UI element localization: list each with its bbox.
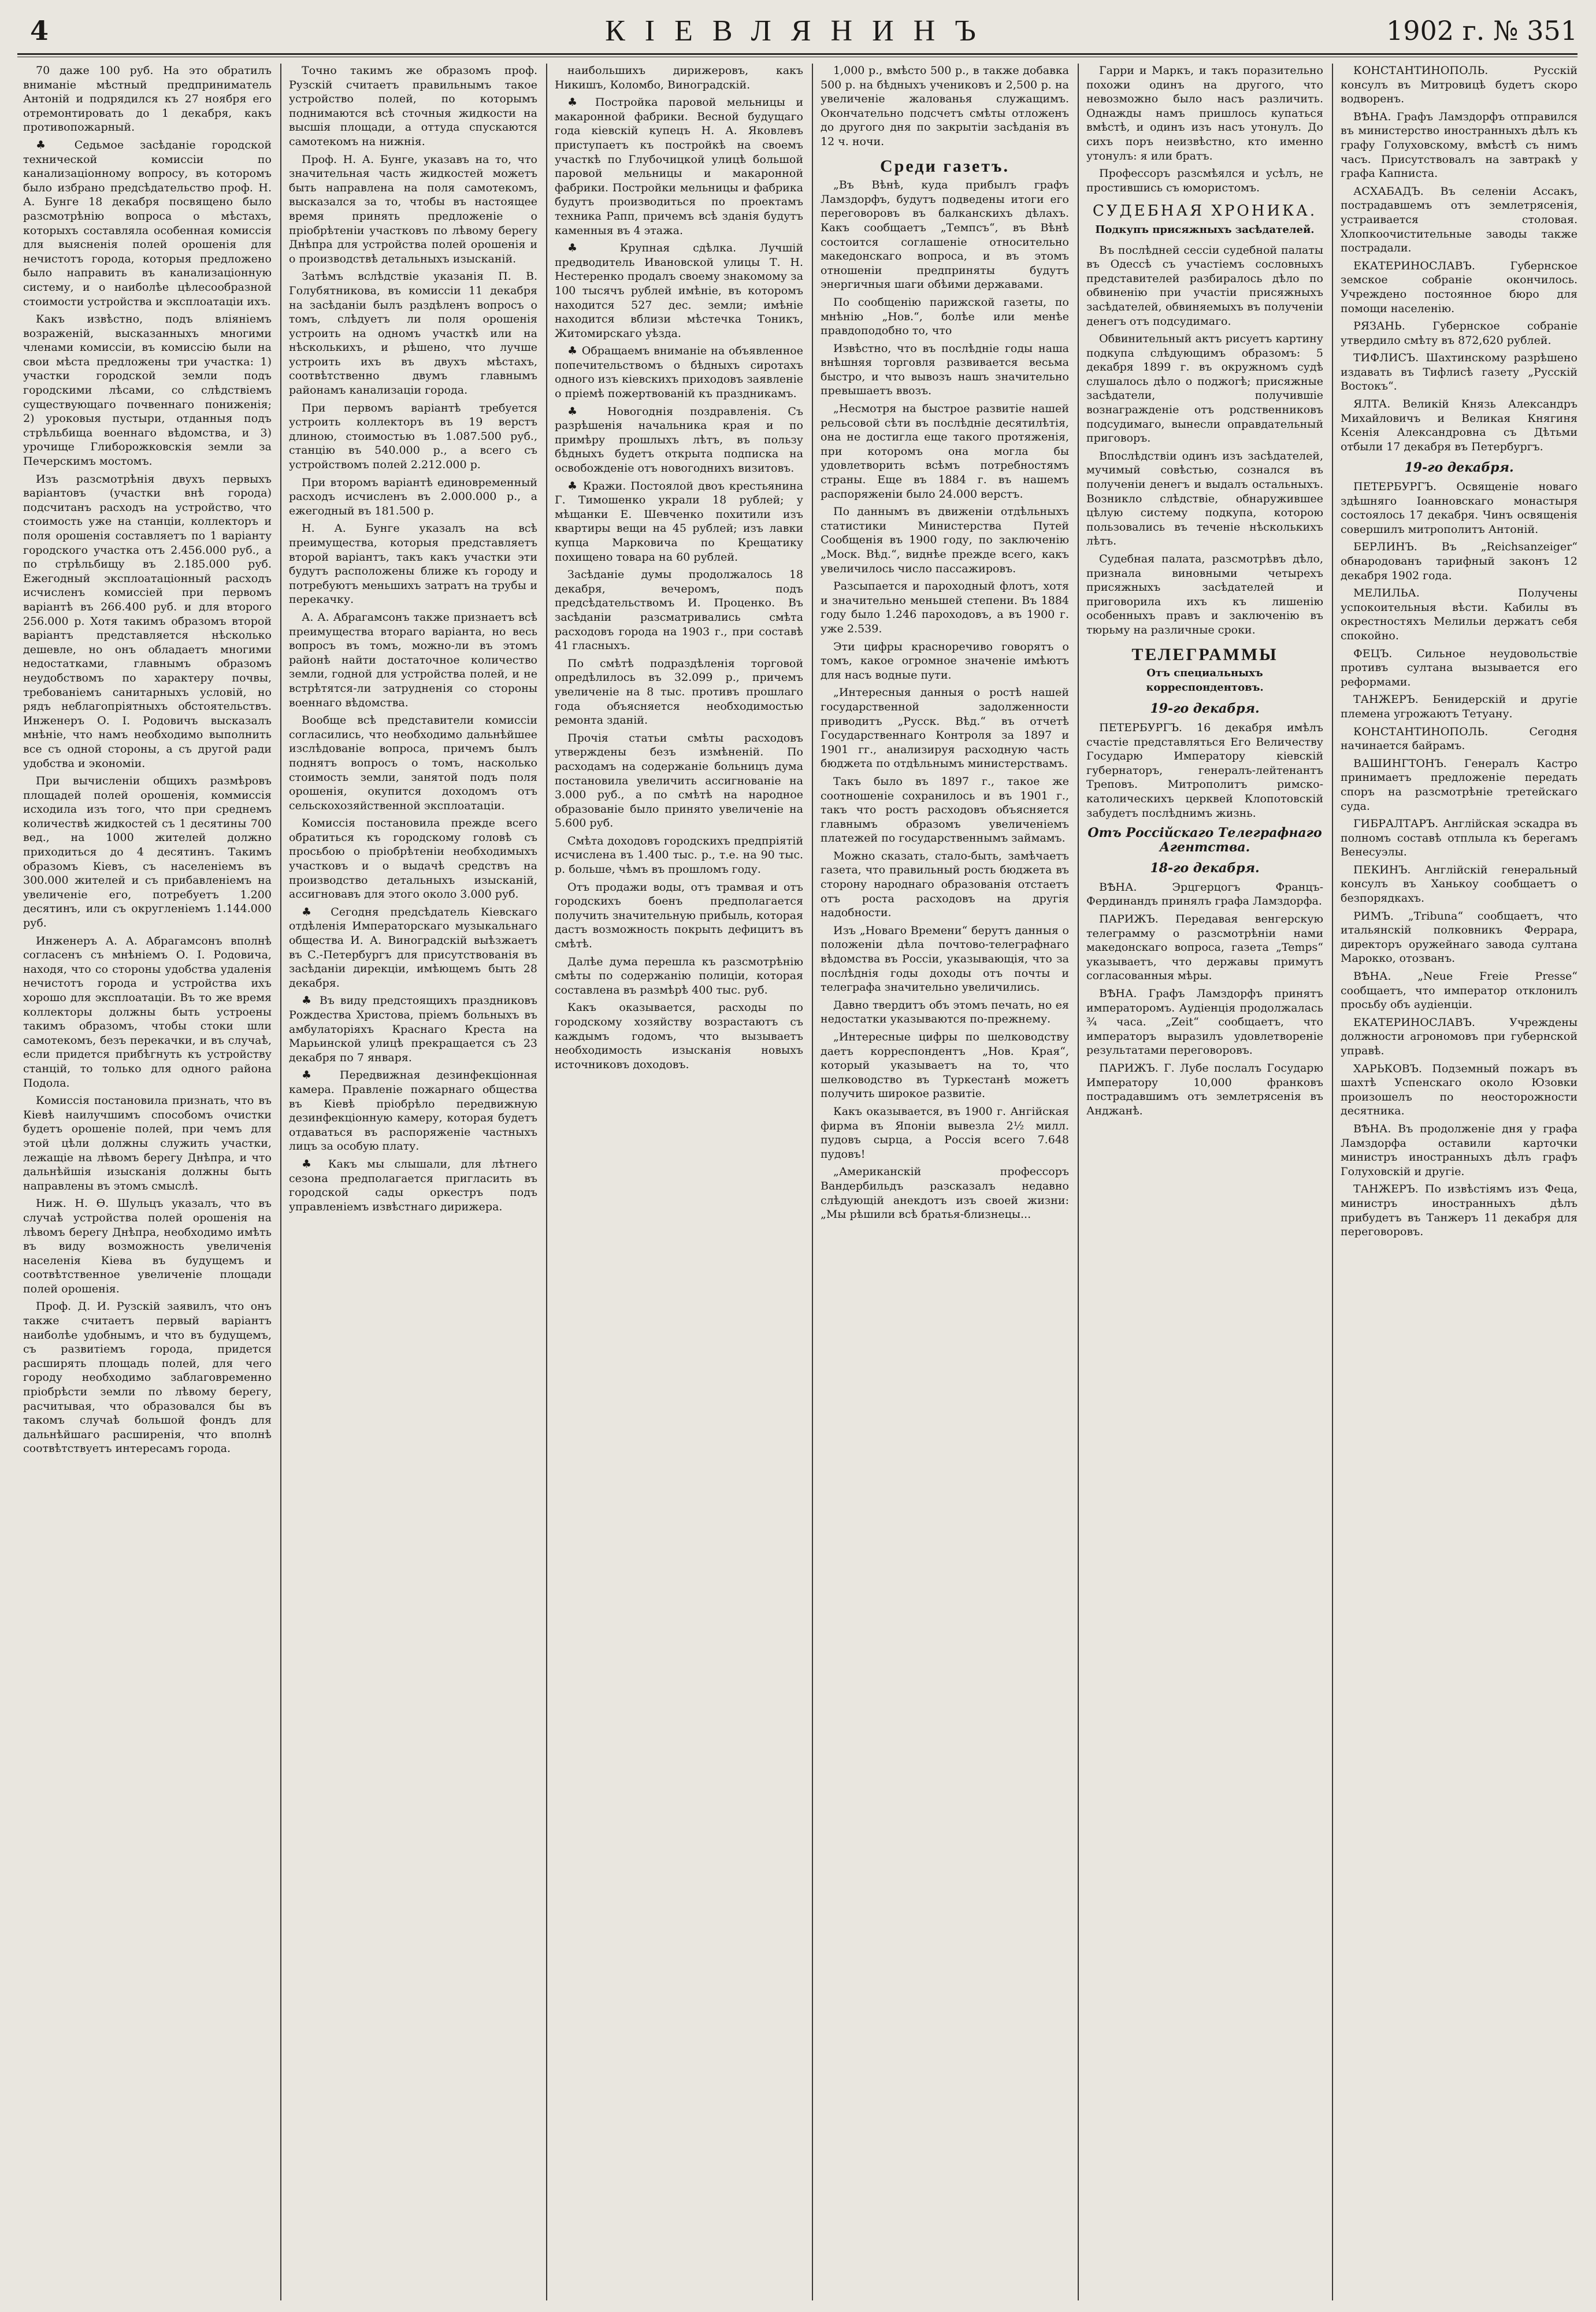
article-paragraph: Прочія статьи смѣты расходовъ утверждены безъ измѣненій. По расходамъ на содержаніе больницъ дума постановила увеличить ассигнованіе на 3.000 руб., а по смѣтѣ на народное образованіе было принято увеличеніе на 5.600 руб. [555,731,803,830]
article-paragraph: Гарри и Маркъ, и такъ поразительно похожи одинъ на другого, что невозможно было насъ различить. Однажды намъ пришлось купаться вмѣстѣ, и одинъ изъ насъ утонулъ. До сихъ поръ неизвѣстно, кто именно утонулъ: я или братъ. [1086,64,1323,162]
article-paragraph: По смѣтѣ подраздѣленія торговой опредѣлилось въ 32.099 р., причемъ увеличеніе на 8 тыс. противъ прошлаго года объясняется необходимостью ремонта зданій. [555,657,803,727]
article-paragraph: Изъ разсмотрѣнія двухъ первыхъ варіантовъ (участки внѣ города) подсчитанъ расходъ на устройство, что стоимость уже на станціи, коллекторъ и поля орошенія составляетъ по 1 варіанту городского участка отъ 2.456.000 руб., а по стрѣльбищу въ 2.185.000 руб. Ежегодный эксплоатаціонный расходъ исчисленъ комиссіей при первомъ варіантѣ въ 266.400 руб. и для второго 256.000 р. Хотя такимъ образомъ второй варіантъ представляется нѣсколько дешевле, но онъ обладаетъ многими недостатками, главнымъ образомъ неудобствомъ по характеру почвы, требованіемъ санитарныхъ условій, но рядъ неблагопріятныхъ обстоятельствъ. Инженеръ О. І. Родовичъ высказалъ мнѣніе, что намъ необходимо выполнить все съ одной стороны, а съ другой ради удобства и экономіи. [23,472,272,770]
column-divider [1078,64,1079,2300]
article-paragraph: Въ послѣдней сессіи судебной палаты въ Одессѣ съ участіемъ сословныхъ представителей разбиралось дѣло по обвиненію при участіи присяжныхъ засѣдателей, обвиняемыхъ въ полученіи денегъ отъ подсудимаго. [1086,243,1323,328]
article-paragraph: ФЕЦЪ. Сильное неудовольствіе противъ султана вызывается его реформами. [1341,647,1578,688]
column-4 [821,64,1069,2306]
article-paragraph: ♣ Кражи. Постоялой двоъ крестьянина Г. Тимошенко украли 18 рублей; у мѣщанки Е. Шевченко похитили изъ квартиры вещи на 45 рублей; изъ лавки купца Марковича по Крещатику похищено товара на 60 рублей. [555,479,803,564]
article-paragraph: ♣ Сегодня предсѣдатель Кіевскаго отдѣленія Императорскаго музыкальнаго общества И. А. Виноградскій выѣзжаетъ въ С.-Петербургъ для присутствованія въ засѣданіи дирекціи, имѣющемъ быть 28 декабря. [289,905,537,990]
article-paragraph: ♣ Постройка паровой мельницы и макаронной фабрики. Весной будущаго года кіевскій купецъ Н. А. Яковлевъ приступаетъ къ постройкѣ на своемъ участкѣ по Глубочицкой улицѣ большой паровой мельницы и макаронной фабрики. Постройки мельницы и фабрика будутъ производиться по проектамъ техника Рапп, причемъ всѣ зданія будутъ каменныя въ 4 этажа. [555,96,803,237]
article-paragraph: Инженеръ А. А. Абрагамсонъ вполнѣ согласенъ съ мнѣніемъ О. І. Родовича, находя, что со стороны удобства удаленія нечистотъ города и устройства ихъ хорошо для эксплоатаціи. Въ то же время коллекторы должны быть устроены такимъ образомъ, чтобы стоки шли самотекомъ, безъ перекачки, и въ случаѣ, если придется прибѣгнуть къ устройству станцій, то только для одного района Подола. [23,934,272,1090]
dateline: 19-го декабря. [1404,460,1514,476]
article-paragraph: ВѢНА. Графъ Ламздорфъ принятъ императоромъ. Аудіенція продолжалась ¾ часа. „Zeit“ сообщаетъ, что императоръ выразилъ удовлетвореніе результатами переговоровъ. [1086,987,1323,1057]
article-paragraph: КОНСТАНТИНОПОЛЬ. Русскій консулъ въ Митровицѣ будетъ скоро водворенъ. [1341,64,1578,106]
article-paragraph: Можно сказать, стало-быть, замѣчаетъ газета, что правильный рость бюджета въ сторону народнаго образованія отстаетъ отъ роста расходовъ на другія надобности. [821,849,1069,920]
column-5 [1086,64,1323,2306]
column-2 [289,64,537,2306]
article-paragraph: 70 даже 100 руб. На это обратилъ вниманіе мѣстный предприниматель Антоній и подрядился къ 27 ноября его отремонтировать до 1 декабря, какъ противопожарный. [23,64,272,134]
article-paragraph: РЯЗАНЬ. Губернское собраніе утвердило смѣту въ 872,620 рублей. [1341,320,1578,347]
article-paragraph: Профессоръ разсмѣялся и усѣлъ, не простившись съ юмористомъ. [1086,167,1323,194]
article-paragraph: ГИБРАЛТАРЪ. Англійская эскадра въ полномъ составѣ отплыла къ берегамъ Венесуэлы. [1341,817,1578,859]
article-paragraph: Изъ „Новаго Времени“ берутъ данныя о положеніи дѣла почтово-телеграфнаго вѣдомства въ Россіи, указывающія, что за послѣднія годы доходы отъ почты и телеграфа значительно увеличились. [821,924,1069,994]
article-paragraph: ПАРИЖЪ. Г. Лубе послалъ Государю Императору 10,000 франковъ пострадавшимъ отъ землетрясенія въ Анджанѣ. [1086,1062,1323,1117]
newspaper-title: КІЕВЛЯНИНЪ [605,14,996,47]
article-paragraph: ТИФЛИСЪ. Шахтинскому разрѣшено издавать въ Тифлисѣ газету „Русскій Востокъ“. [1341,351,1578,393]
dateline: 18-го декабря. [1150,861,1260,876]
column-1 [23,64,272,2306]
article-paragraph: ВѢНА. Эрцгерцогъ Францъ-Фердинандъ принялъ графа Ламздорфа. [1086,880,1323,908]
article-paragraph: ♣ Какъ мы слышали, для лѣтнего сезона предполагается пригласить въ городской сады оркестръ подъ управленіемъ извѣстнаго дирижера. [289,1157,537,1213]
article-paragraph: При первомъ варіантѣ требуется устроить коллекторъ въ 19 верстъ длиною, стоимостью въ 1.087.500 руб., станцію въ 540.000 р., а всего съ устройствомъ полей 2.212.000 р. [289,401,537,472]
article-paragraph: ЕКАТЕРИНОСЛАВЪ. Учреждены должности агрономовъ при губернской управѣ. [1341,1016,1578,1057]
article-paragraph: ВѢНА. Графъ Ламздорфъ отправился въ министерство иностранныхъ дѣлъ къ графу Голуховскому, вмѣстѣ съ нимъ часъ. Присутствовалъ на завтракѣ у графа Капниста. [1341,110,1578,180]
article-paragraph: Судебная палата, разсмотрѣвъ дѣло, признала виновными четырехъ присяжныхъ засѣдателей и приговорила ихъ къ лишенію особенныхъ правъ и заключенію въ тюрьму на различные сроки. [1086,553,1323,636]
column-divider [546,64,547,2300]
article-paragraph: Проф. Н. А. Бунге, указавъ на то, что значительная часть жидкостей можетъ быть направлена на поля самотекомъ, высказался за то, чтобы въ настоящее время принять предложеніе о пріобрѣтеніи участковъ по лѣвому берегу Днѣпра для устройства полей орошенія и о производствѣ детальныхъ изысканій. [289,153,537,265]
article-paragraph: Какъ оказывается, въ 1900 г. Ангійская фирма въ Японіи вывезла 2½ милл. пудовъ сырца, а Россія всего 7.648 пудовъ! [821,1105,1069,1161]
article-paragraph: ВѢНА. „Neue Freie Presse“ сообщаетъ, что император отклонилъ просьбу объ аудіенціи. [1341,970,1578,1011]
article-paragraph: Какъ оказывается, расходы по городскому хозяйству возрастаютъ съ каждымъ годомъ, что вызываетъ необходимость изысканія новыхъ источниковъ доходовъ. [555,1001,803,1071]
article-paragraph: „Въ Вѣнѣ, куда прибылъ графъ Ламздорфъ, будутъ подведены итоги его переговоровъ въ балканскихъ дѣлахъ. Какъ сообщаетъ „Темпсъ“, въ Вѣнѣ состоится соглашеніе относительно македонскаго вопроса, и въ этомъ отношеніи предприняты будутъ энергичныя шаги обѣими державами. [821,179,1069,291]
article-paragraph: „Интересныя данныя о ростѣ нашей государственной задолженности приводитъ „Русск. Вѣд.“ въ отчетѣ Государственнаго Контроля за 1897 и 1901 гг., анализируя расходную часть бюджета по отдѣльнымъ министерствамъ. [821,686,1069,770]
article-paragraph: Такъ было въ 1897 г., такое же соотношеніе сохранилось и въ 1901 г., такъ что ростъ расходовъ объясняется главнымъ образомъ увеличеніемъ платежей по государственнымъ займамъ. [821,775,1069,845]
article-paragraph: Какъ извѣстно, подъ вліяніемъ возраженій, высказанныхъ многими членами комиссіи, въ комиссію были на свои мѣста предложены три участка: 1) участки городской земли подъ городскими лѣсами, со слѣдствіемъ существующаго почвеннаго пониженія; 2) уроковыя пустыри, отданныя подъ стрѣльбища военнаго вѣдомства, и 3) урочище Глиборожковскія земли за Печерскимъ мостомъ. [23,313,272,468]
article-paragraph: АСХАБАДЪ. Въ селеніи Ассакъ, пострадавшемъ отъ землетрясенія, устраивается столовая. Хлопкоочистительные заводы также пострадали. [1341,184,1578,255]
article-paragraph: ЯЛТА. Великій Князь Александръ Михайловичъ и Великая Княгиня Ксенія Александровна съ Дѣтьми отбыли 17 декабря въ Петербургъ. [1341,398,1578,453]
article-paragraph: „Американскій профессоръ Вандербильдъ разсказалъ недавно слѣдующій анекдотъ изъ своей жизни: „Мы рѣшили всѣ братья-близнецы... [821,1165,1069,1221]
article-paragraph: При вычисленіи общихъ размѣровъ площадей полей орошенія, коммиссія исходила изъ того, что при среднемъ количествѣ жидкостей съ 1 десятины 700 вед., на 1000 жителей должно приходиться до 4 десятинъ. Такимъ образомъ Кіевъ, съ населеніемъ въ 300.000 жителей и съ прибавленіемъ на увеличеніе его, потребуетъ 1.200 десятинъ, или съ округленіемъ 1.144.000 руб. [23,775,272,930]
article-paragraph: Эти цифры красноречиво говорятъ о томъ, какое огромное значеніе имѣютъ для насъ водные пути. [821,640,1069,681]
article-paragraph: Засѣданіе думы продолжалось 18 декабря, вечеромъ, подъ предсѣдательствомъ И. Проценко. Въ засѣданіи разсматривались смѣта расходовъ города на 1903 г., при составѣ 41 гласныхъ. [555,568,803,653]
article-paragraph: ♣ Седьмое засѣданіе городской технической комиссіи по канализаціонному вопросу, въ которомъ было избрано предсѣдательство проф. Н. А. Бунге 18 декабря посвящено было разсмотрѣнію вопроса о мѣстахъ, которыхъ составляла особенная комиссія для выясненія полей орошенія для нечистотъ города, которыя предложено было направить въ канализаціонную систему, и о наиболѣе цѣлесообразной стоимости устройства и эксплоатаціи ихъ. [23,138,272,308]
article-paragraph: По даннымъ въ движеніи отдѣльныхъ статистики Министерства Путей Сообщенія въ 1900 году, по заключенію „Моск. Вѣд.“, виднѣе прежде всего, какъ увеличилось число пассажировъ. [821,505,1069,575]
section-subheading: Подкупъ присяжныхъ засѣдателей. [1095,223,1315,236]
article-paragraph: ♣ Обращаемъ вниманіе на объявленное попечительствомъ о бѣдныхъ сиротахъ одного изъ кіевскихъ приходовъ заявленіе о пріемѣ пожертвованій къ праздникамъ. [555,344,803,401]
column-6 [1341,64,1578,2306]
article-paragraph: ВѢНА. Въ продолженіе дня у графа Ламздорфа оставили карточки министръ иностранныхъ дѣлъ графъ Голуховскій и другіе. [1341,1122,1578,1178]
article-paragraph: Вообще всѣ представители комиссіи согласились, что необходимо дальнѣйшее изслѣдованіе вопроса, причемъ былъ поднятъ вопросъ о томъ, насколько стоимость земли, занятой подъ поля орошенія, окупится доходомъ отъ сельскохозяйственной эксплоатаціи. [289,714,537,812]
article-paragraph: По сообщенію парижской газеты, по мнѣнію „Нов.“, болѣе или менѣе правдоподобно то, что [821,295,1069,338]
article-paragraph: ПЕКИНЪ. Англійскій генеральный консулъ въ Ханькоу сообщаетъ о безпорядкахъ. [1341,863,1578,905]
article-paragraph: Далѣе дума перешла къ разсмотрѣнію смѣты по содержанію полиціи, которая составлена въ размѣрѣ 400 тыс. руб. [555,955,803,996]
column-divider [280,64,281,2300]
article-paragraph: „Несмотря на быстрое развитіе нашей рельсовой сѣти въ послѣдніе десятилѣтія, она не достигла еще такого протяженія, при которомъ она могла бы удовлетворить всѣмъ потребностямъ страны. Еще въ 1884 г. въ нашемъ распоряженіи было 24.000 верстъ. [821,402,1069,501]
article-paragraph: Смѣта доходовъ городскихъ предпріятій исчислена въ 1.400 тыс. р., т.е. на 90 тыс. р. больше, чѣмъ въ прошломъ году. [555,834,803,876]
article-paragraph: МЕЛИЛЬА. Получены успокоительныя вѣсти. Кабилы въ окрестностяхъ Мелильи держатъ себя спокойно. [1341,587,1578,642]
section-heading: СУДЕБНАЯ ХРОНИКА. [1092,202,1317,220]
article-paragraph: ♣ Передвижная дезинфекціонная камера. Правленіе пожарнаго общества въ Кіевѣ пріобрѣло передвижную дезинфекціонную камеру, которая будетъ отдаваться въ распоряженіе частныхъ лицъ за особую плату. [289,1069,537,1153]
article-paragraph: КОНСТАНТИНОПОЛЬ. Сегодня начинается байрамъ. [1341,725,1578,753]
article-paragraph: наибольшихъ дирижеровъ, какъ Никишъ, Коломбо, Виноградскій. [555,64,803,91]
issue-number: 1902 г. № 351 [1386,15,1578,46]
article-paragraph: 1,000 р., вмѣсто 500 р., в также добавка 500 р. на бѣдныхъ учениковъ и 2,500 р. на увеличеніе жалованья служащимъ. Окончательно подсчетъ смѣты отложенъ до другого дня по закрытіи засѣданія въ 12 ч. ночи. [821,64,1069,148]
dateline: 19-го декабря. [1150,701,1260,717]
article-paragraph: Отъ продажи воды, отъ трамвая и отъ городскихъ боенъ предполагается получить значительную прибыль, которая дастъ возможность покрыть дефицитъ въ смѣтѣ. [555,880,803,951]
column-divider [1332,64,1333,2300]
section-subheading: Отъ специальныхъ корреспондентовъ. [1146,667,1264,694]
section-title: Среди газетъ. [880,156,1009,176]
article-paragraph: Комиссія постановила прежде всего обратиться къ городскому головѣ съ просьбою о пріобрѣтеніи необходимыхъ участковъ и о выдачѣ средствъ на производство детальныхъ изысканій, ассигновавъ для этого около 3.000 руб. [289,817,537,901]
article-paragraph: ХАРЬКОВЪ. Подземный пожаръ въ шахтѣ Успенскаго около Юзовки произошелъ по неосторожности десятника. [1341,1062,1578,1118]
column-divider [812,64,813,2300]
article-paragraph: ЕКАТЕРИНОСЛАВЪ. Губернское земское собраніе окончилось. Учреждено постоянное бюро для помощи населенію. [1341,259,1578,315]
article-paragraph: ТАНЖЕРЪ. По извѣстіямъ изъ Феца, министръ иностранныхъ дѣлъ прибудетъ въ Танжеръ 11 декабря для переговоровъ. [1341,1183,1578,1239]
article-paragraph: БЕРЛИНЪ. Въ „Reichsanzeiger“ обнародованъ тарифный законъ 12 декабря 1902 года. [1341,540,1578,582]
article-paragraph: Ниж. Н. Ѳ. Шульцъ указалъ, что въ случаѣ устройства полей орошенія на лѣвомъ берегу Днѣпра, необходимо имѣть въ виду возможность увеличенія населенія Кіева въ будущемъ и соотвѣтственное увеличеніе площади полей орошенія. [23,1197,272,1295]
article-paragraph: Извѣстно, что въ послѣдніе годы наша внѣшняя торговля развивается весьма быстро, и что вывозъ нашъ значительно превышаетъ ввозъ. [821,342,1069,398]
article-paragraph: Затѣмъ вслѣдствіе указанія П. В. Голубятникова, въ комиссіи 11 декабря на засѣданіи былъ раздѣленъ вопросъ о томъ, слѣдуетъ ли поля орошенія устроить на одномъ участкѣ или на нѣсколькихъ, и рѣшено, что лучше устроить ихъ въ двухъ мѣстахъ, соотвѣтственно двумъ главнымъ районамъ канализаціи города. [289,270,537,397]
article-paragraph: Разсыпается и пароходный флотъ, хотя и значительно меньшей степени. Въ 1884 году было 1.246 пароходовъ, а въ 1900 г. уже 2.539. [821,580,1069,635]
article-paragraph: ♣ Новогоднія поздравленія. Съ разрѣшенія начальника края и по примѣру прошлыхъ лѣтъ, въ пользу бѣдныхъ будетъ открыта подписка на освобожденіе отъ новогоднихъ визитовъ. [555,405,803,475]
article-paragraph: ♣ Въ виду предстоящихъ праздниковъ Рождества Христова, пріемъ больныхъ въ амбулаторіяхъ Краснаго Креста на Марьинской улицѣ прекращается съ 23 декабря по 7 января. [289,994,537,1064]
article-paragraph: Впослѣдствіи одинъ изъ засѣдателей, мучимый совѣстью, сознался въ полученіи денегъ и выдалъ остальныхъ. Возникло слѣдствіе, обнаружившее цѣлую систему подкупа, которою пользовались въ теченіе нѣсколькихъ лѣтъ. [1086,449,1323,548]
article-paragraph: ТАНЖЕРЪ. Бенидерскій и другіе племена угрожаютъ Тетуану. [1341,693,1578,720]
article-paragraph: РИМЪ. „Tribuna“ сообщаетъ, что итальянскій полковникъ Феррара, директоръ оружейнаго завода султана Марокко, отозванъ. [1341,909,1578,965]
article-paragraph: Давно твердитъ объ этомъ печать, но ея недостатки указываются по-прежнему. [821,998,1069,1026]
article-paragraph: ПЕТЕРБУРГЪ. Освященіе новаго здѣшняго Іоанновскаго монастыря состоялось 17 декабря. Чинъ освященія совершилъ митрополитъ Антоній. [1341,480,1578,536]
article-paragraph: Обвинительный актъ рисуетъ картину подкупа слѣдующимъ образомъ: 5 декабря 1899 г. въ окружномъ судѣ слушалось дѣло о поджогѣ; присяжные засѣдатели, получившіе вознагражденіе отъ родственниковъ подсудимаго, вынесли оправдательный приговоръ. [1086,332,1323,445]
article-paragraph: ПЕТЕРБУРГЪ. 16 декабря имѣлъ счастіе представляться Его Величеству Государю Императору кіевскій губернаторъ, генералъ-лейтенантъ Треповъ. Митрополитъ римско-католическихъ церквей Клопотовскій забудетъ послѣднимъ жизнь. [1086,721,1323,820]
section-subtitle: Отъ Россійскаго Телеграфнаго Агентства. [1087,825,1322,855]
article-paragraph: При второмъ варіантѣ единовременный расходъ исчисленъ въ 2.000.000 р., а ежегодный въ 181.500 р. [289,476,537,517]
article-paragraph: Точно такимъ же образомъ проф. Рузскій считаетъ правильнымъ такое устройство полей, по которымъ поднимаются всѣ сточныя жидкости на высшія площади, а оттуда спускаются самотекомъ на нижнія. [289,64,537,148]
article-paragraph: Проф. Д. И. Рузскій заявилъ, что онъ также считаетъ первый варіантъ наиболѣе удобнымъ, и что въ будущемъ, съ развитіемъ города, придется расширять площадь полей, для чего городу необходимо заблаговременно пріобрѣсти земли по лѣвому берегу, расчитывая, что образовался бы въ такомъ случаѣ большой фондъ для дальнѣйшаго расширенія, что вполнѣ соотвѣтствуетъ интересамъ города. [23,1300,272,1455]
article-paragraph: ПАРИЖЪ. Передавая венгерскую телеграмму о разсмотрѣніи нами македонскаго вопроса, газета „Temps“ указываетъ, что державы примутъ согласованныя мѣры. [1086,913,1323,983]
article-paragraph: А. А. Абрагамсонъ также признаетъ всѣ преимущества втораго варіанта, но весь вопросъ въ томъ, можно-ли въ этомъ районѣ найти достаточное количество земли, годной для устройства полей, и не встрѣтятся-ли затрудненія со стороны военнаго вѣдомства. [289,610,537,709]
page-number: 4 [30,15,49,46]
column-3 [555,64,803,2306]
masthead-rule [17,53,1578,57]
article-paragraph: Комиссія постановила признать, что въ Кіевѣ наилучшимъ способомъ очистки будетъ орошеніе полей, при чемъ для этой цѣли должны служить участки, лежащіе на лѣвомъ берегу Днѣпра, и что дальнѣйшія изысканія должны быть направлены въ этомъ смыслѣ. [23,1094,272,1192]
article-paragraph: ♣ Крупная сдѣлка. Лучшій предводитель Ивановской улицы Т. Н. Нестеренко продалъ своему знакомому за 100 тысячъ рублей имѣніе, въ которомъ находится 527 дес. земли; имѣніе находится вблизи мѣстечка Тоникъ, Житомирскаго уѣзда. [555,242,803,340]
article-paragraph: Н. А. Бунге указалъ на всѣ преимущества, которыя представляетъ второй варіантъ, такъ какъ участки эти будутъ расположены ближе къ городу и потребуютъ меньшихъ затратъ на трубы и перекачку. [289,522,537,606]
article-paragraph: ВАШИНГТОНЪ. Генералъ Кастро принимаетъ предложеніе передать споръ на разсмотрѣніе третейскаго суда. [1341,757,1578,813]
article-paragraph: „Интересные цифры по шелководству даетъ корреспондентъ „Нов. Края“, который указываетъ на то, что шелководство въ Туркестанѣ можетъ получить широкое развитіе. [821,1031,1069,1101]
section-title: ТЕЛЕГРАММЫ [1131,644,1278,664]
masthead [23,10,1578,51]
